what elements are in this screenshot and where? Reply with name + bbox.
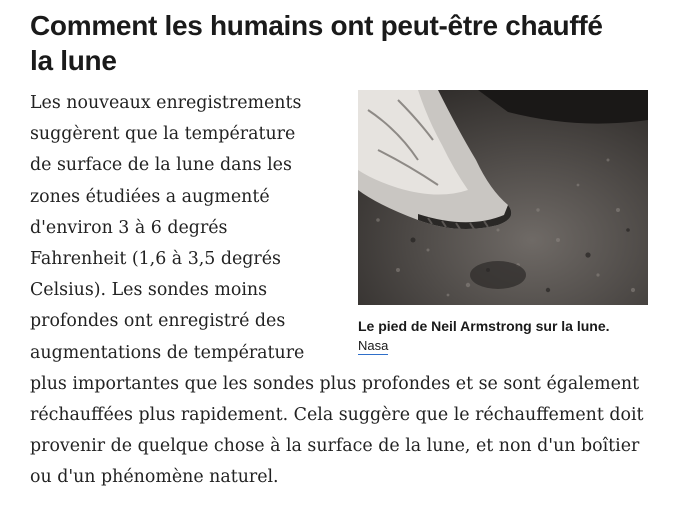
moon-boot-photo [358,90,648,305]
article-paragraph: Les nouveaux enregistrements suggèrent que la température de surface de la lune dans les zones étudiées a augmenté d'environ 3 à 6 degrés Fahrenheit (1,6 à 3,5 degrés Celsius). Les sondes moins profondes ont enregistré des augmentations de température plus importantes que les sondes plus profondes et se sont également réchauffées plus rapidement. Cela suggère que le réchauffement doit provenir de quelque chose à la surface de la lune, et non d'un boîtier ou d'un phénomène naturel. [30,93,644,488]
article-body [30,88,656,494]
photo-credit-link[interactable]: Nasa [358,338,389,353]
moon-boot-photo-art [358,90,648,305]
article-headline: Comment les humains ont peut-être chauffé la lune [30,10,603,76]
article-figure [358,90,648,355]
figure-caption: Le pied de Neil Armstrong sur la lune. [358,318,610,334]
